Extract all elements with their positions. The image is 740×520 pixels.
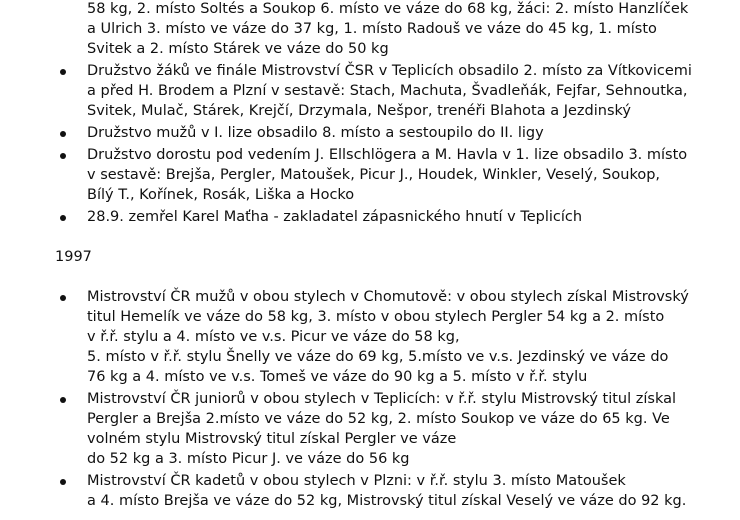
bullet-icon xyxy=(60,215,66,221)
text-line: a před H. Brodem a Plzní v sestavě: Stach, Machuta, Švadleňák, Fejfar, Sehnoutka, xyxy=(87,83,688,99)
bullet-icon xyxy=(60,131,66,137)
text-line: 5. místo v ř.ř. stylu Šnelly ve váze do 69 kg, 5.místo ve v.s. Jezdinský ve váze do xyxy=(87,349,669,365)
text-line: Družstvo mužů v I. lize obsadilo 8. místo a sestoupilo do II. ligy xyxy=(87,125,544,141)
text-line: v ř.ř. stylu a 4. místo ve v.s. Picur ve váze do 58 kg, xyxy=(87,329,460,345)
text-line: 76 kg a 4. místo ve v.s. Tomeš ve váze do 90 kg a 5. místo v ř.ř. stylu xyxy=(87,369,588,385)
text-line: Mistrovství ČR juniorů v obou stylech v Teplicích: v ř.ř. stylu Mistrovský titul získal xyxy=(87,391,677,407)
text-line: 28.9. zemřel Karel Maťha - zakladatel zápasnického hnutí v Teplicích xyxy=(87,209,583,225)
bullet-icon xyxy=(60,153,66,159)
bullet-icon xyxy=(60,295,66,301)
text-line: 58 kg, 2. místo Soltés a Soukop 6. místo ve váze do 68 kg, žáci: 2. místo Hanzlíček xyxy=(87,1,689,17)
bullet-icon xyxy=(60,479,66,485)
text-line: Pergler a Brejša 2.místo ve váze do 52 kg, 2. místo Soukop ve váze do 65 kg. Ve xyxy=(87,411,670,427)
text-line: titul Hemelík ve váze do 58 kg, 3. místo v obou stylech Pergler 54 kg a 2. místo xyxy=(87,309,665,325)
bullet-icon xyxy=(60,397,66,403)
text-line: Družstvo žáků ve finále Mistrovství ČSR v Teplicích obsadilo 2. místo za Vítkovicemi xyxy=(87,63,692,79)
text-line: do 52 kg a 3. místo Picur J. ve váze do 56 kg xyxy=(87,451,410,467)
text-line: Svitek, Mulač, Stárek, Krejčí, Drzymala, Nešpor, trenéři Blahota a Jezdinský xyxy=(87,103,631,119)
text-line: v sestavě: Brejša, Pergler, Matoušek, Picur J., Houdek, Winkler, Veselý, Soukop, xyxy=(87,167,661,183)
text-line: a Ulrich 3. místo ve váze do 37 kg, 1. místo Radouš ve váze do 45 kg, 1. místo xyxy=(87,21,657,37)
text-line: Svitek a 2. místo Stárek ve váze do 50 kg xyxy=(87,41,389,57)
year-heading: 1997 xyxy=(55,249,92,265)
bullet-icon xyxy=(60,69,66,75)
text-line: volném stylu Mistrovský titul získal Pergler ve váze xyxy=(87,431,457,447)
text-line: Bílý T., Kořínek, Rosák, Liška a Hocko xyxy=(87,187,355,203)
text-line: Mistrovství ČR kadetů v obou stylech v Plzni: v ř.ř. stylu 3. místo Matoušek xyxy=(87,473,626,489)
text-line: a 4. místo Brejša ve váze do 52 kg, Mistrovský titul získal Veselý ve váze do 92 kg. xyxy=(87,493,687,509)
text-line: Mistrovství ČR mužů v obou stylech v Chomutově: v obou stylech získal Mistrovský xyxy=(87,289,689,305)
text-line: Družstvo dorostu pod vedením J. Ellschlögera a M. Havla v 1. lize obsadilo 3. místo xyxy=(87,147,688,163)
